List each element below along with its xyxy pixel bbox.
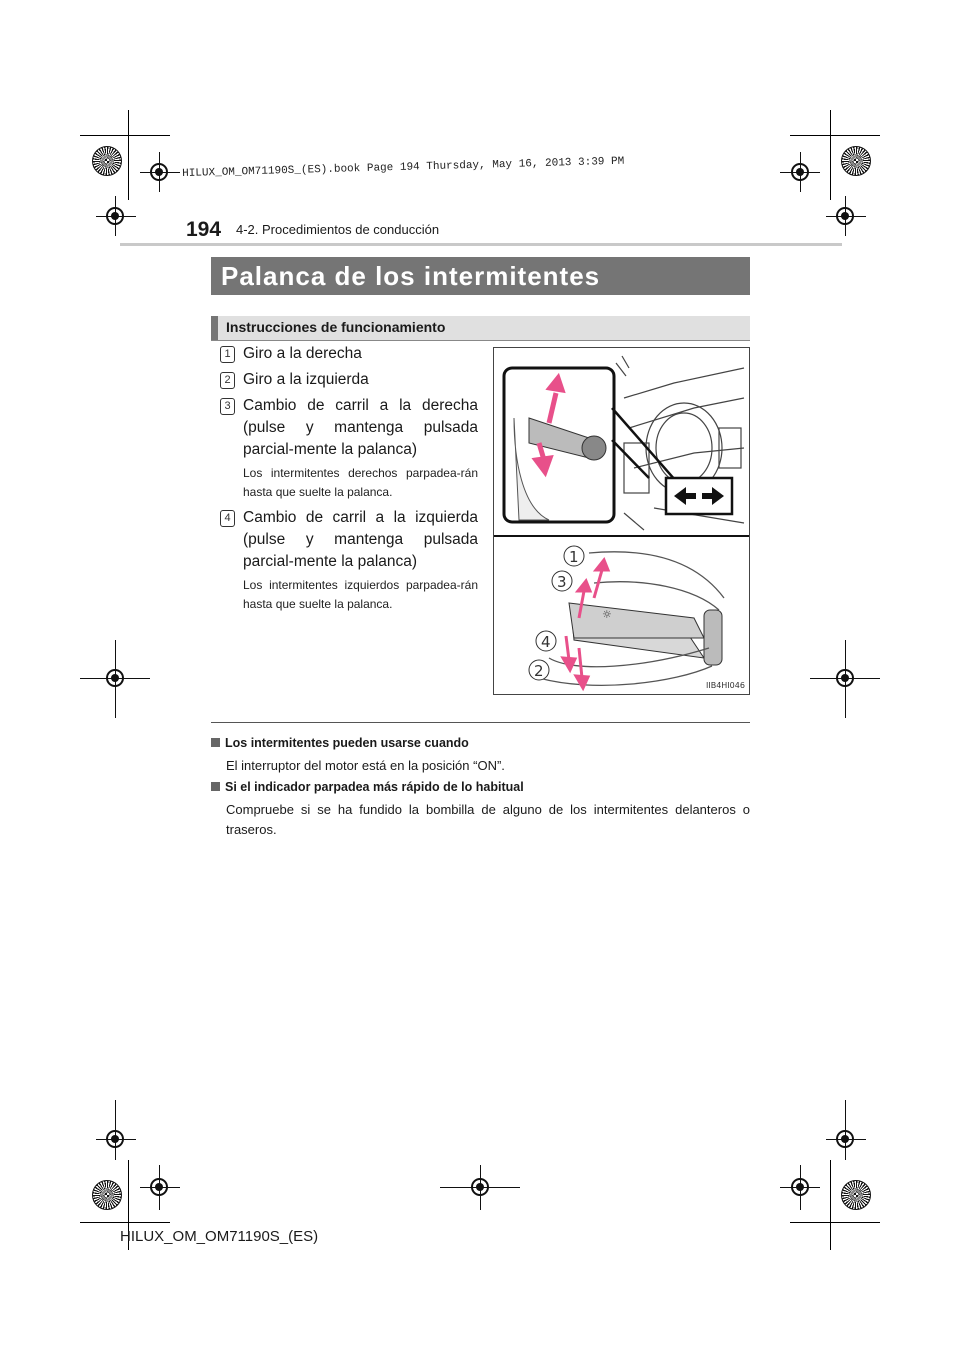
item-note: Los intermitentes izquierdos parpadea-rán hasta que suelte la palanca. (243, 578, 478, 611)
registration-mark (471, 1178, 489, 1196)
note-body: El interruptor del motor está en la posición “ON”. (226, 758, 505, 773)
registration-mark (836, 1130, 854, 1148)
crop-mark (830, 1160, 831, 1250)
list-item: Cambio de carril a la izquierda (pulse y mantenga pulsada parcial-mente la palanca) (243, 509, 478, 570)
registration-mark (106, 207, 124, 225)
item-number-badge: 2 (220, 372, 235, 389)
crop-mark (128, 110, 129, 200)
print-file-info: HILUX_OM_OM71190S_(ES).book Page 194 Thursday, May 16, 2013 3:39 PM (182, 155, 625, 180)
subtitle-bar (211, 316, 750, 340)
registration-mark (836, 669, 854, 687)
crop-mark (80, 135, 170, 136)
notes-divider (211, 722, 750, 723)
illustration (494, 348, 749, 694)
note-heading: Los intermitentes pueden usarse cuando (211, 736, 469, 750)
title-bar (211, 257, 750, 295)
callout-1: 1 (569, 548, 579, 566)
callout-4: 4 (541, 633, 551, 651)
note-heading: Si el indicador parpadea más rápido de lo habitual (211, 780, 524, 794)
note-body: Compruebe si se ha fundido la bombilla de alguno de los intermitentes delanteros o traseros. (226, 802, 750, 837)
list-item: Giro a la izquierda (243, 371, 369, 388)
header-divider (120, 243, 842, 246)
registration-mark (150, 1178, 168, 1196)
page-title: Palanca de los intermitentes (221, 261, 601, 291)
registration-mark (106, 669, 124, 687)
registration-mark (150, 163, 168, 181)
lever-stalk (569, 603, 722, 665)
color-rosette-bottom-left (92, 1180, 122, 1210)
callout-3: 3 (557, 573, 567, 591)
page-number: 194 (186, 218, 222, 241)
square-bullet-icon (211, 782, 220, 791)
color-rosette-top-left (92, 146, 122, 176)
registration-mark (791, 163, 809, 181)
color-rosette-top-right (841, 146, 871, 176)
crop-mark (80, 1222, 170, 1223)
crop-mark (830, 110, 831, 200)
registration-mark (106, 1130, 124, 1148)
figure-code: IIB4HI046 (706, 681, 745, 690)
list-item: Cambio de carril a la derecha (pulse y mantenga pulsada parcial-mente la palanca) (243, 397, 478, 458)
crop-mark (790, 135, 880, 136)
item-number-badge: 4 (220, 510, 235, 527)
item-number-badge: 1 (220, 346, 235, 363)
callout-2: 2 (534, 662, 544, 680)
turn-signal-lever-figure (493, 347, 750, 695)
manual-code-footer: HILUX_OM_OM71190S_(ES) (120, 1228, 319, 1245)
section-heading: 4-2. Procedimientos de conducción (236, 222, 440, 237)
list-item: Giro a la derecha (243, 345, 362, 362)
color-rosette-bottom-right (841, 1180, 871, 1210)
item-note: Los intermitentes derechos parpadea-rán hasta que suelte la palanca. (243, 466, 478, 499)
subtitle: Instrucciones de funcionamiento (226, 319, 446, 335)
subtitle-divider (211, 340, 750, 341)
square-bullet-icon (211, 738, 220, 747)
crop-mark (790, 1222, 880, 1223)
item-number-badge: 3 (220, 398, 235, 415)
svg-text:☼: ☼ (602, 608, 612, 621)
registration-mark (791, 1178, 809, 1196)
registration-mark (836, 207, 854, 225)
